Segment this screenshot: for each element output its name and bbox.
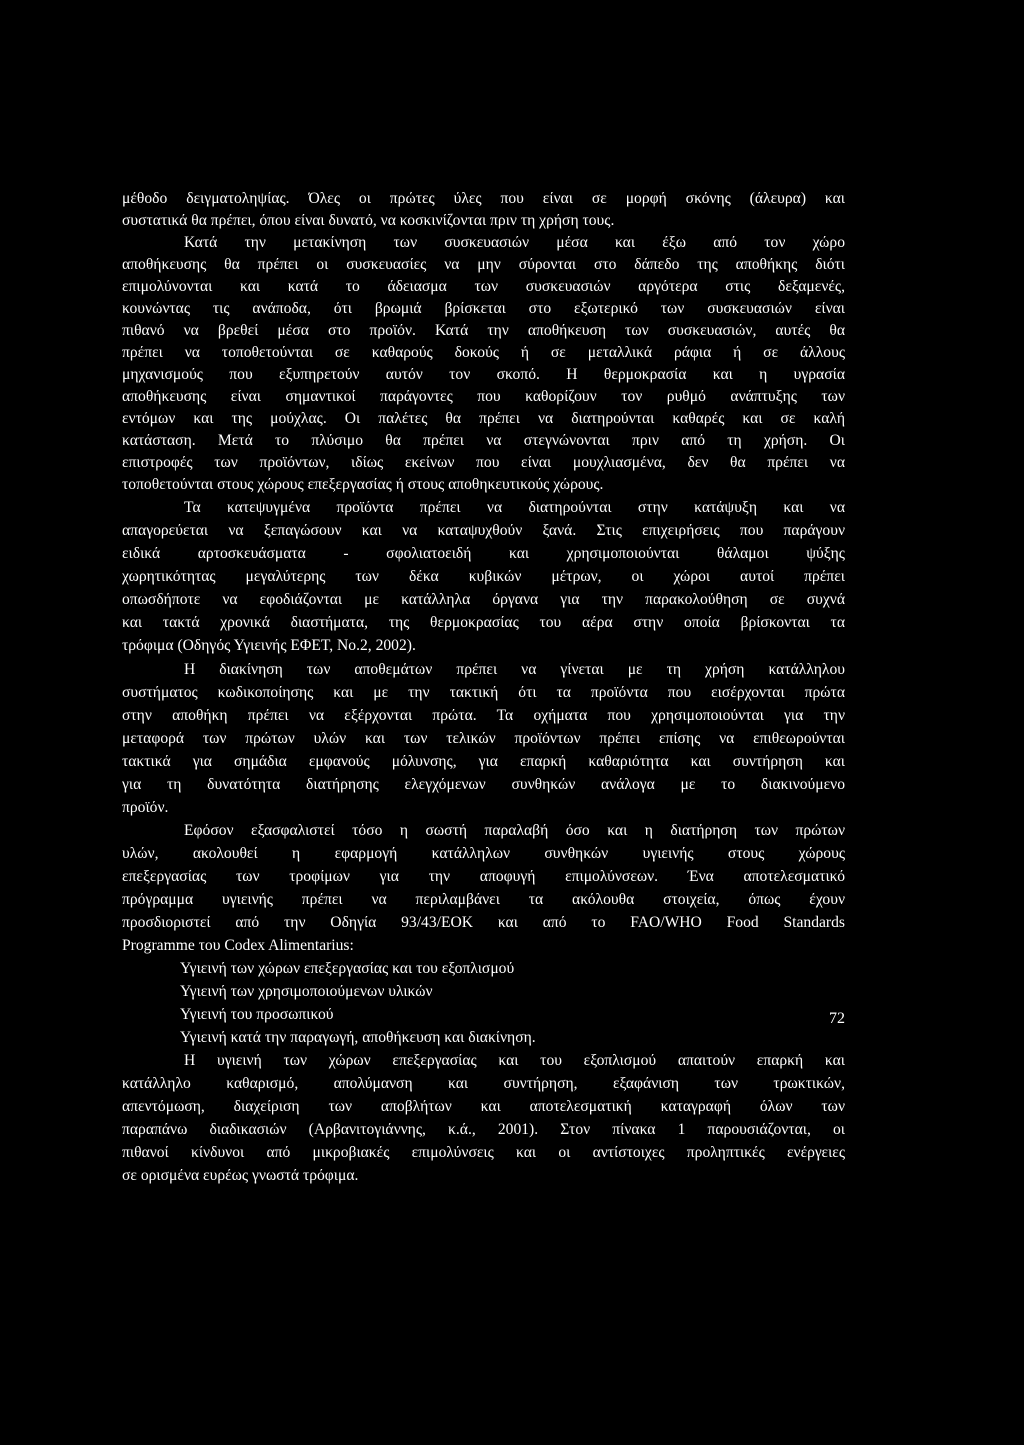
text-line: πρόγραμμα υγιεινής πρέπει να περιλαμβάνει τα ακόλουθα στοιχεία, όπως έχουν: [122, 891, 845, 908]
text-line: Τα κατεψυγμένα προϊόντα πρέπει να διατηρούνται στην κατάψυξη και να: [184, 499, 845, 516]
text-line: σε ορισμένα ευρέως γνωστά τρόφιμα.: [122, 1167, 359, 1184]
text-line: επιστροφές των προϊόντων, ιδίως εκείνων που είναι μουχλιασμένα, δεν θα πρέπει να: [122, 454, 845, 471]
text-line: Programme του Codex Alimentarius:: [122, 937, 354, 954]
text-line: συστήματος κωδικοποίησης και με την τακτική ότι τα προϊόντα που εισέρχονται πρώτα: [122, 684, 845, 701]
text-line: παραπάνω διαδικασιών (Αρβανιτογιάννης, κ.ά., 2001). Στον πίνακα 1 παρουσιάζονται, οι: [122, 1121, 845, 1138]
text-line: αποθήκευσης θα πρέπει οι συσκευασίες να μην σύρονται στο δάπεδο της αποθήκης διότι: [122, 256, 845, 273]
text-line: συστατικά θα πρέπει, όπου είναι δυνατό, να κοσκινίζονται πριν τη χρήση τους.: [122, 212, 615, 229]
text-line: χωρητικότητας μεγαλύτερης των δέκα κυβικών μέτρων, οι χώροι αυτοί πρέπει: [122, 568, 845, 585]
text-line: μεταφορά των πρώτων υλών και των τελικών προϊόντων πρέπει επίσης να επιθεωρούνται: [122, 730, 845, 747]
text-line: πιθανό να βρεθεί μέσα στο προϊόν. Κατά την αποθήκευση των συσκευασιών, αυτές θα: [122, 322, 845, 339]
text-line: κατάλληλο καθαρισμό, απολύμανση και συντήρηση, εξαφάνιση των τρωκτικών,: [122, 1075, 845, 1092]
text-line: Κατά την μετακίνηση των συσκευασιών μέσα και έξω από τον χώρο: [184, 234, 845, 251]
text-line: απεντόμωση, διαχείριση των αποβλήτων και αποτελεσματική καταγραφή όλων των: [122, 1098, 845, 1115]
text-line: πιθανοί κίνδυνοι από μικροβιακές επιμολύνσεις και οι αντίστοιχες προληπτικές ενέργειες: [122, 1144, 845, 1161]
list-item: Υγιεινή του προσωπικού: [180, 1006, 334, 1023]
text-line: τρόφιμα (Οδηγός Υγιεινής ΕΦΕΤ, Νο.2, 2002).: [122, 637, 416, 654]
text-line: απαγορεύεται να ξεπαγώσουν και να καταψυχθούν ξανά. Στις επιχειρήσεις που παράγουν: [122, 522, 845, 539]
text-line: οπωσδήποτε να εφοδιάζονται με κατάλληλα όργανα για την παρακολούθηση σε συχνά: [122, 591, 845, 608]
text-line: Η διακίνηση των αποθεμάτων πρέπει να γίνεται με τη χρήση κατάλληλου: [184, 661, 845, 678]
text-line: εντόμων και της μούχλας. Οι παλέτες θα πρέπει να διατηρούνται καθαρές και σε καλή: [122, 410, 845, 427]
list-item: Υγιεινή κατά την παραγωγή, αποθήκευση και διακίνηση.: [180, 1029, 536, 1046]
text-line: υλών, ακολουθεί η εφαρμογή κατάλληλων συνθηκών υγιεινής στους χώρους: [122, 845, 845, 862]
text-line: προσδιοριστεί από την Οδηγία 93/43/ΕΟΚ και από το FAO/WHO Food Standards: [122, 914, 845, 931]
text-line: αποθήκευσης είναι σημαντικοί παράγοντες που καθορίζουν τον ρυθμό ανάπτυξης των: [122, 388, 845, 405]
text-line: μηχανισμούς που εξυπηρετούν αυτόν τον σκοπό. Η θερμοκρασία και η υγρασία: [122, 366, 845, 383]
text-line: επεξεργασίας των τροφίμων για την αποφυγή επιμολύνσεων. Ένα αποτελεσματικό: [122, 868, 845, 885]
text-line: ειδικά αρτοσκευάσματα - σφολιατοειδή και χρησιμοποιούνται θάλαμοι ψύξης: [122, 545, 845, 562]
text-line: στην αποθήκη πρέπει να εξέρχονται πρώτα. Τα οχήματα που χρησιμοποιούνται για την: [122, 707, 845, 724]
text-line: προϊόν.: [122, 799, 169, 816]
page-number: 72: [829, 1010, 845, 1027]
text-line: για τη δυνατότητα διατήρησης ελεγχόμενων συνθηκών ανάλογα με το διακινούμενο: [122, 776, 845, 793]
text-line: Η υγιεινή των χώρων επεξεργασίας και του εξοπλισμού απαιτούν επαρκή και: [184, 1052, 845, 1069]
text-line: Εφόσον εξασφαλιστεί τόσο η σωστή παραλαβή όσο και η διατήρηση των πρώτων: [184, 822, 845, 839]
text-line: μέθοδο δειγματοληψίας. Όλες οι πρώτες ύλες που είναι σε μορφή σκόνης (άλευρα) και: [122, 190, 845, 207]
text-line: τοποθετούνται στους χώρους επεξεργασίας ή στους αποθηκευτικούς χώρους.: [122, 476, 604, 493]
text-line: και τακτά χρονικά διαστήματα, της θερμοκρασίας του αέρα στην οποία βρίσκονται τα: [122, 614, 845, 631]
list-item: Υγιεινή των χρησιμοποιούμενων υλικών: [180, 983, 433, 1000]
text-line: τακτικά για σημάδια εμφανούς μόλυνσης, για επαρκή καθαριότητα και συντήρηση και: [122, 753, 845, 770]
list-item: Υγιεινή των χώρων επεξεργασίας και του εξοπλισμού: [180, 960, 515, 977]
text-line: επιμολύνονται και κατά το άδειασμα των συσκευασιών αργότερα στις δεξαμενές,: [122, 278, 845, 295]
text-line: κουνώντας τις ανάποδα, ότι βρωμιά βρίσκεται στο εξωτερικό των συσκευασιών είναι: [122, 300, 845, 317]
text-line: πρέπει να τοποθετούνται σε καθαρούς δοκούς ή σε μεταλλικά ράφια ή σε άλλους: [122, 344, 845, 361]
text-line: κατάσταση. Μετά το πλύσιμο θα πρέπει να στεγνώνονται πριν από τη χρήση. Οι: [122, 432, 845, 449]
